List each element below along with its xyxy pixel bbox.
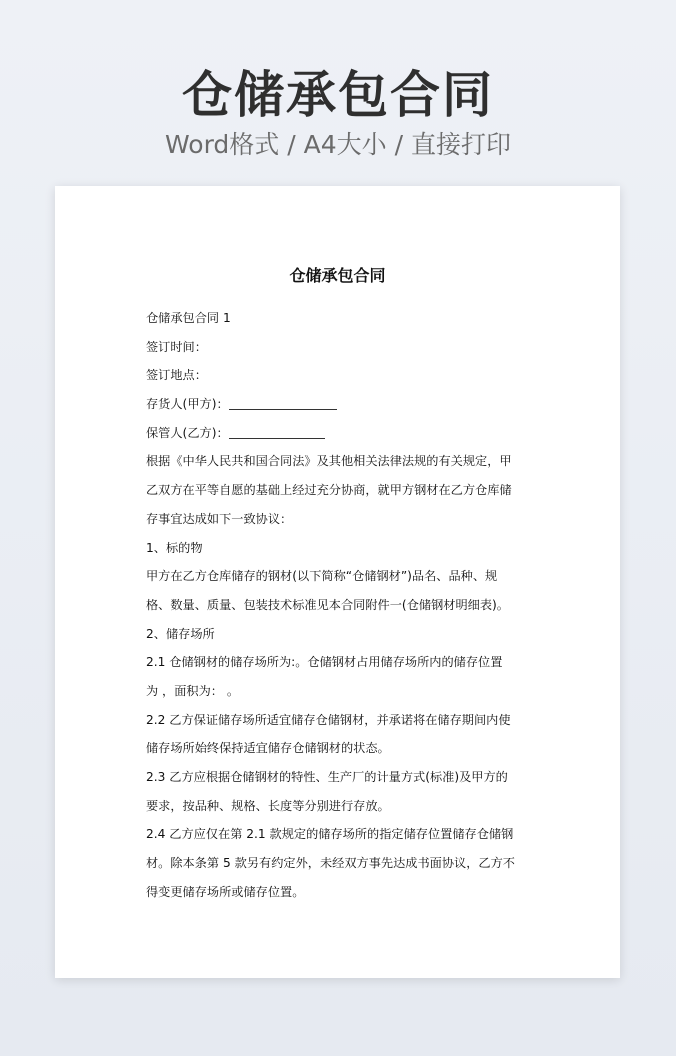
paragraph-line: 存事宜达成如下一致协议： bbox=[146, 511, 293, 526]
paragraph-line: 2.4 乙方应仅在第 2.1 款规定的储存场所的指定储存位置储存仓储钢 bbox=[146, 827, 514, 842]
paragraph-line: 根据《中华人民共和国合同法》及其他相关法律法规的有关规定，甲 bbox=[146, 454, 512, 469]
paragraph-line: 乙双方在平等自愿的基础上经过充分协商，就甲方钢材在乙方仓库储 bbox=[146, 483, 512, 498]
document-title: 仓储承包合同 bbox=[289, 266, 386, 285]
paragraph-line: 材。除本条第 5 款另有约定外，未经双方事先达成书面协议，乙方不 bbox=[146, 856, 515, 871]
paragraph-line: 为 ，面积为： 。 bbox=[146, 683, 240, 698]
paragraph-line: 2.1 仓储钢材的储存场所为:。仓储钢材占用储存场所内的储存位置 bbox=[146, 655, 503, 670]
signing-place: 签订地点： bbox=[146, 368, 207, 383]
paragraph-line: 甲方在乙方仓库储存的钢材(以下简称“仓储钢材”)品名、品种、规 bbox=[146, 569, 498, 584]
contract-number: 仓储承包合同 1 bbox=[146, 311, 231, 325]
page-title: 仓储承包合同 bbox=[182, 66, 494, 124]
page-header bbox=[0, 62, 676, 162]
paragraph-line: 储存场所始终保持适宜储存仓储钢材的状态。 bbox=[146, 741, 390, 756]
paragraph-line: 得变更储存场所或储存位置。 bbox=[146, 884, 305, 899]
party-a-blank bbox=[229, 397, 337, 410]
document-body bbox=[146, 304, 532, 906]
paragraph-line: 格、数量、质量、包装技术标准见本合同附件一(仓储钢材明细表)。 bbox=[146, 597, 509, 612]
party-b-line: 保管人(乙方)： bbox=[146, 419, 532, 448]
section-heading: 1、标的物 bbox=[146, 540, 203, 555]
paragraph-line: 2.3 乙方应根据仓储钢材的特性、生产厂的计量方式(标准)及甲方的 bbox=[146, 770, 508, 784]
section-heading: 2、储存场所 bbox=[146, 626, 215, 641]
page-subtitle: Word格式 / A4大小 / 直接打印 bbox=[165, 130, 511, 159]
paragraph-line: 2.2 乙方保证储存场所适宜储存仓储钢材，并承诺将在储存期间内使 bbox=[146, 712, 511, 727]
party-b-blank bbox=[229, 426, 325, 439]
party-a-line: 存货人(甲方)： bbox=[146, 390, 532, 419]
paragraph-line: 要求，按品种、规格、长度等分别进行存放。 bbox=[146, 798, 390, 813]
signing-time: 签订时间： bbox=[146, 339, 207, 354]
document-page bbox=[55, 186, 620, 978]
